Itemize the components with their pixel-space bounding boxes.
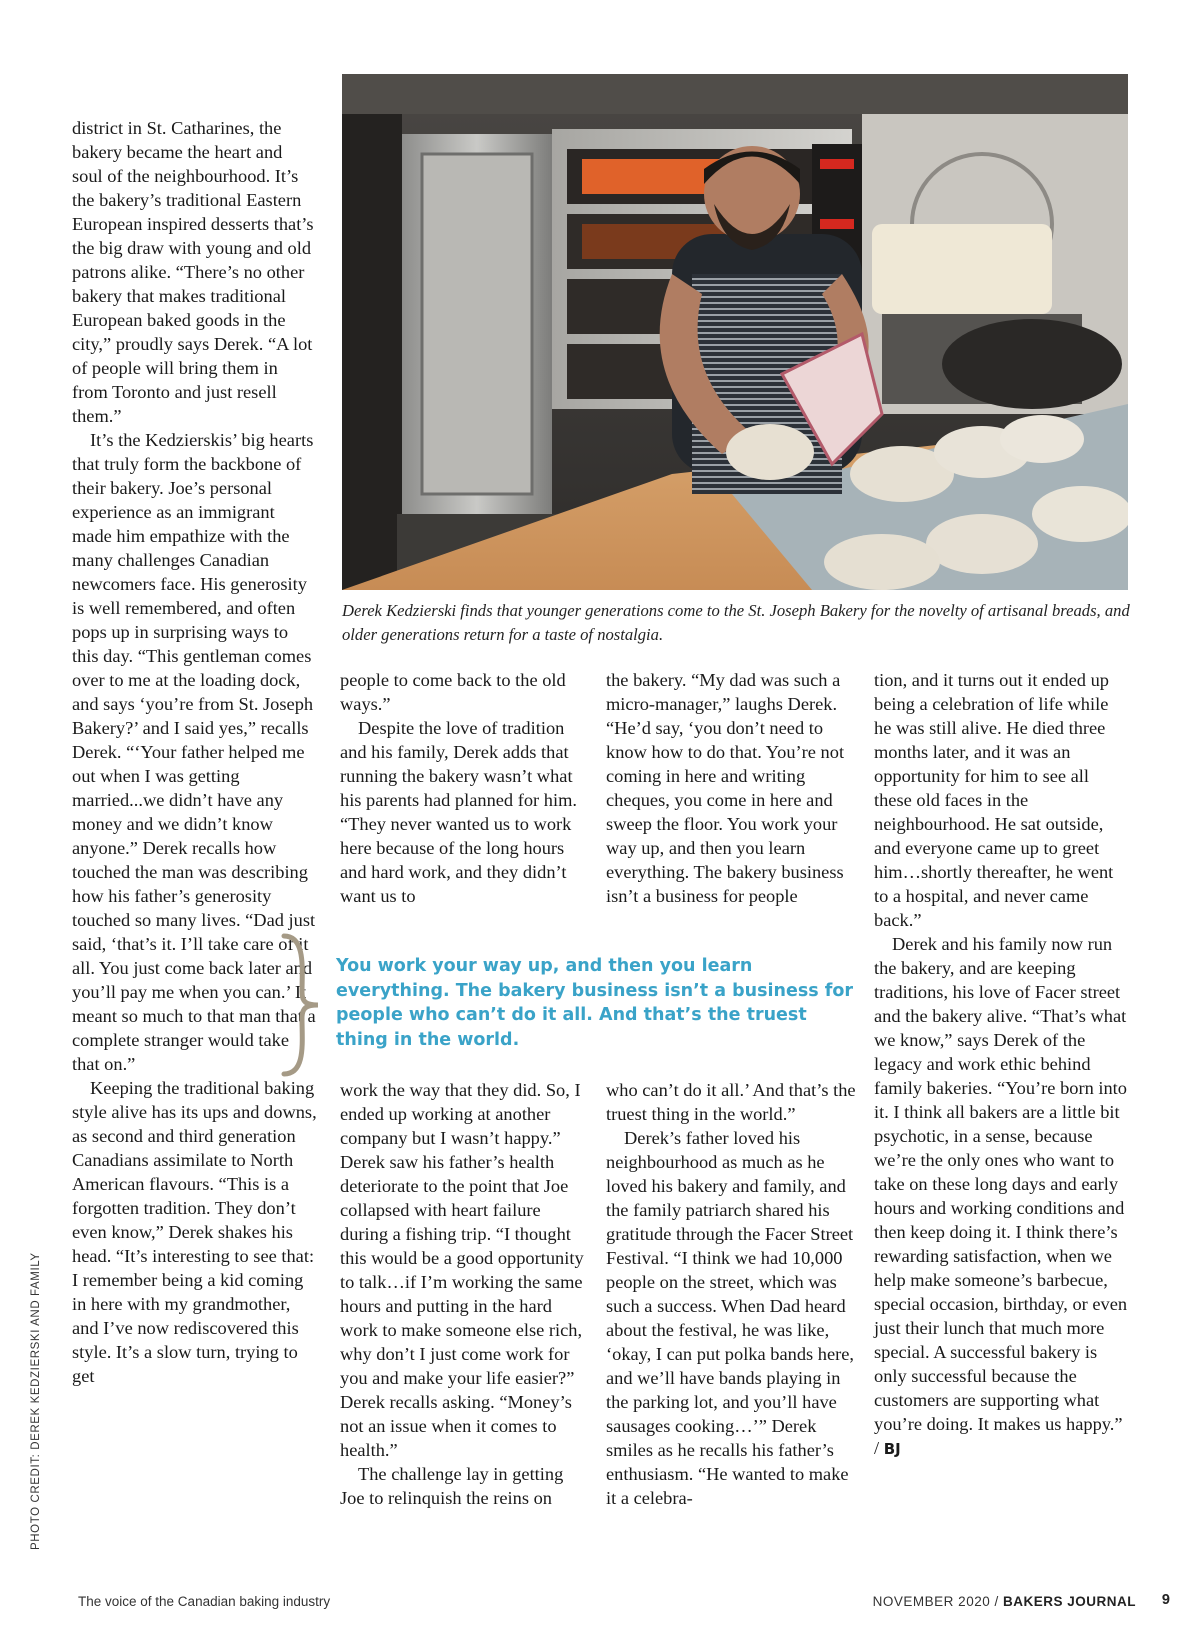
photo-caption: Derek Kedzierski finds that younger generations come to the St. Joseph Bakery for the novelty of artisanal breads, and older generations return for a taste of nostalgia. (342, 601, 1130, 644)
article-paragraph: The challenge lay in getting Joe to relinquish the reins on (340, 1464, 564, 1508)
article-paragraph: people to come back to the old ways.” (340, 670, 566, 714)
article-paragraph: It’s the Kedzierskis’ big hearts that truly form the backbone of their bakery. Joe’s personal experience as an immigrant made him empathize with the many challenges Canadian newcomers face. His generosity is well remembered, and often pops up in surprising ways to this day. “This gentleman comes over to me at the loading dock, and says ‘you’re from St. Joseph Bakery?’ and I said yes,” recalls Derek. “‘Your father helped me out when I was getting married...we didn’t have any money and we didn’t know anyone.” Derek recalls how touched the man was describing how his father’s generosity touched so many lives. “Dad just said, ‘that’s it. I’ll take care of it all. You just come back later and you’ll pay me when you can.’ It meant so much to that man that a complete stranger would take that on.” (72, 430, 316, 1074)
article-paragraph: Despite the love of tradition and his family, Derek adds that running the bakery wasn’t what his parents had planned for him. “They never wanted us to work here because of the long hours and hard work, and they didn’t want us to (340, 718, 577, 906)
article-column-1 (72, 116, 317, 1550)
article-paragraph: Keeping the traditional baking style alive has its ups and downs, as second and third generation Canadians assimilate to North American flavours. “This is a forgotten tradition. They don’t even know,” Derek shakes his head. “It’s interesting to see that: I remember being a kid coming in here with my grandmother, and I’ve now rediscovered this style. It’s a slow turn, trying to get (72, 1078, 317, 1386)
article-paragraph: who can’t do it all.’ And that’s the truest thing in the world.” (606, 1080, 856, 1124)
pullquote-brace-icon (272, 930, 332, 1080)
article-column-3-bottom (606, 1078, 856, 1510)
article-paragraph: district in St. Catharines, the bakery became the heart and soul of the neighbourhood. It’s the bakery’s traditional Eastern European inspired desserts that’s the big draw with young and old patrons alike. “There’s no other bakery that makes traditional European baked goods in the city,” proudly says Derek. “A lot of people will bring them in from Toronto and just resell them.” (72, 118, 314, 426)
article-column-2-bottom (340, 1078, 590, 1510)
pullquote: You work your way up, and then you learn everything. The bakery business isn’t a business for people who can’t do it all. And that’s the truest thing in the world. (336, 956, 854, 1050)
article-paragraph: Derek’s father loved his neighbourhood as much as he loved his bakery and family, and the family patriarch shared his gratitude through the Facer Street Festival. “I think we had 10,000 people on the street, which was such a success. When Dad heard about the festival, he was like, ‘okay, I can put polka bands here, and we’ll have bands playing in the parking lot, and you’ll have sausages cooking…’” Derek smiles as he recalls his father’s enthusiasm. “He wanted to make it a celebra- (606, 1128, 855, 1508)
bakery-photo (342, 74, 1128, 590)
footer-tagline: The voice of the Canadian baking industry (78, 1594, 331, 1609)
article-column-3-top (606, 668, 856, 908)
article-paragraph: work the way that they did. So, I ended up working at another company but I wasn’t happy.” Derek saw his father’s health deteriorate to the point that Joe collapsed with heart failure during a fishing trip. “I thought this would be a good opportunity to talk…if I’m working the same hours and putting in the hard work to make someone else rich, why don’t I just come work for you and make your life easier?” Derek recalls asking. “Money’s not an issue when it comes to health.” (340, 1080, 584, 1460)
footer-issue (873, 1594, 1136, 1609)
footer-issue-date: NOVEMBER 2020 / (872, 1594, 999, 1609)
page-number: 9 (1161, 1592, 1170, 1608)
article-paragraph: the bakery. “My dad was such a micro-manager,” laughs Derek. “He’d say, ‘you don’t need to know how to do that. You’re not coming in here and writing cheques, you come in here and sweep the floor. You work your way up, and then you learn everything. The bakery business isn’t a business for people (606, 670, 845, 906)
article-column-4 (874, 668, 1128, 1461)
signoff: BJ (883, 1440, 901, 1458)
article-paragraph (874, 932, 1128, 1461)
article-paragraph-text: Derek and his family now run the bakery, and are keeping traditions, his love of Facer street and the bakery alive. “That’s what we know,” says Derek of the legacy and work ethic behind family bakeries. “You’re born into it. I think all bakers are a little bit psychotic, in a sense, because we’re the only ones who want to take on these long days and early hours and working conditions and then keep doing it. I think there’s rewarding satisfaction, when we help make someone’s barbecue, special occasion, birthday, or even just their lunch that much more special. A successful bakery is only successful because the customers are supporting what you’re doing. It makes us happy.” / (874, 934, 1128, 1458)
article-paragraph: tion, and it turns out it ended up being a celebration of life while he was still alive. He died three months later, and it was an opportunity for him to see all these old faces in the neighbourhood. He sat outside, and everyone came up to greet him…shortly thereafter, he went to a hospital, and never came back.” (874, 670, 1114, 930)
photo-credit: PHOTO CREDIT: DEREK KEDZIERSKI AND FAMILY (30, 1252, 42, 1550)
footer-magazine-name: BAKERS JOURNAL (1002, 1594, 1136, 1609)
article-column-2-top (340, 668, 590, 908)
